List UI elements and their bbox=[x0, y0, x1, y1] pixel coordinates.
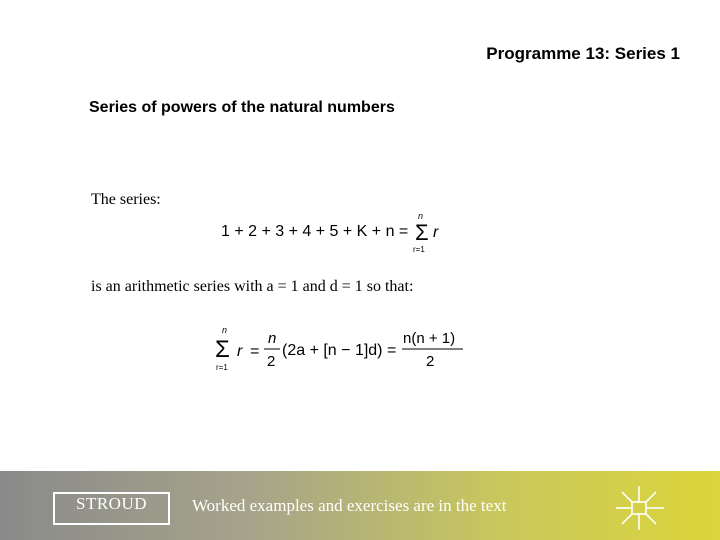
stroud-logo-text: STROUD bbox=[75, 494, 147, 513]
sum-formula-equals: = bbox=[250, 343, 260, 360]
programme-title: Programme 13: Series 1 bbox=[486, 44, 680, 63]
series-formula-sum-lower: r=1 bbox=[413, 245, 425, 254]
series-formula-lhs: 1 + 2 + 3 + 4 + 5 + K + n = bbox=[221, 223, 409, 240]
series-label: The series: bbox=[91, 191, 161, 208]
sum-formula bbox=[210, 322, 470, 374]
fraction1-denominator: 2 bbox=[267, 353, 276, 370]
arithmetic-statement: is an arithmetic series with a = 1 and d = 1 so that: bbox=[91, 278, 414, 295]
compass-star-icon bbox=[612, 484, 668, 532]
series-formula bbox=[215, 206, 455, 256]
series-formula-summand: r bbox=[433, 224, 439, 241]
sum-formula-middle: (2a + [n − 1]d) = bbox=[282, 342, 397, 359]
footer-note: Worked examples and exercises are in the text bbox=[192, 496, 507, 515]
fraction1-numerator: n bbox=[268, 330, 277, 347]
sigma-symbol: Σ bbox=[215, 336, 230, 363]
sum-formula-upper: n bbox=[222, 325, 228, 335]
section-heading: Series of powers of the natural numbers bbox=[89, 99, 395, 116]
fraction2-denominator: 2 bbox=[426, 353, 435, 370]
series-formula-sum-upper: n bbox=[418, 211, 424, 221]
sigma-symbol: Σ bbox=[415, 220, 429, 245]
fraction2-numerator: n(n + 1) bbox=[403, 330, 456, 347]
sum-formula-summand: r bbox=[237, 343, 243, 360]
sum-formula-lower: r=1 bbox=[216, 363, 228, 372]
